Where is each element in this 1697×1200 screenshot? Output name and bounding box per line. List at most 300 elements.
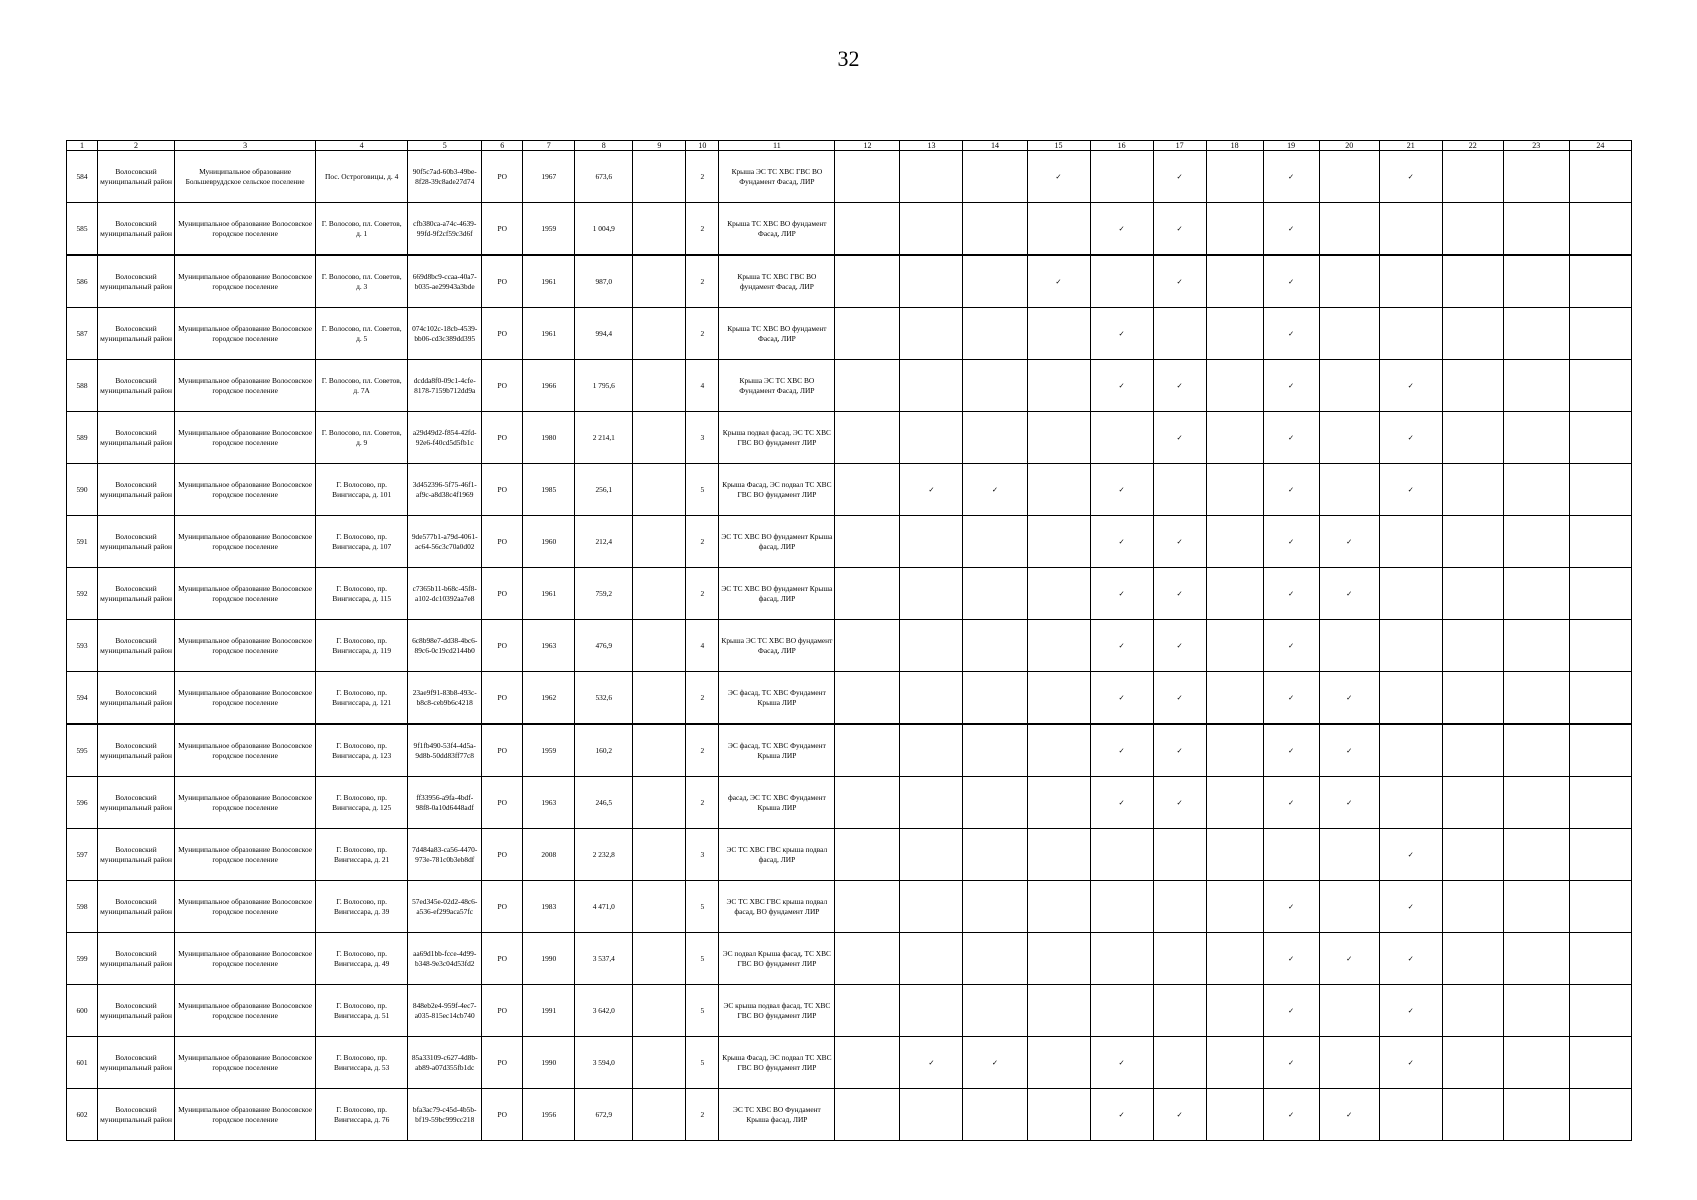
district-cell: Волосовский муниципальный район [98, 203, 175, 256]
guid-cell: bfa3ac79-c45d-4b5b-bf19-59bc999cc218 [408, 1089, 482, 1141]
check-cell-13 [900, 672, 963, 725]
check-cell-13 [900, 777, 963, 829]
check-cell-17: ✓ [1153, 620, 1206, 672]
check-cell-21: ✓ [1379, 360, 1442, 412]
year-cell: 1990 [523, 933, 575, 985]
check-cell-23 [1503, 308, 1569, 360]
check-cell-13 [900, 516, 963, 568]
check-cell-17: ✓ [1153, 255, 1206, 308]
check-cell-20 [1319, 308, 1379, 360]
check-cell-19: ✓ [1263, 255, 1319, 308]
row-number: 585 [67, 203, 98, 256]
column-header: 15 [1027, 141, 1090, 151]
check-cell-15 [1027, 464, 1090, 516]
area-cell: 672,9 [575, 1089, 633, 1141]
check-cell-12 [835, 464, 900, 516]
check-cell-12 [835, 1037, 900, 1089]
check-cell-20 [1319, 203, 1379, 256]
municipality-cell: Муниципальное образование Волосовское городское поселение [175, 360, 316, 412]
year-cell: 1963 [523, 620, 575, 672]
type-cell: РО [482, 151, 523, 203]
district-cell: Волосовский муниципальный район [98, 360, 175, 412]
year-cell: 1980 [523, 412, 575, 464]
type-cell: РО [482, 516, 523, 568]
column-header: 18 [1206, 141, 1263, 151]
check-cell-16: ✓ [1090, 1089, 1153, 1141]
year-cell: 1985 [523, 464, 575, 516]
works-cell: ЭС подвал Крыша фасад, ТС ХВС ГВС ВО фундамент ЛИР [719, 933, 835, 985]
guid-cell: 9f1fb490-53f4-4d5a-9d8b-50dd83ff77c8 [408, 724, 482, 777]
check-cell-12 [835, 985, 900, 1037]
check-cell-23 [1503, 985, 1569, 1037]
check-cell-17 [1153, 933, 1206, 985]
check-cell-18 [1206, 829, 1263, 881]
check-cell-14 [963, 255, 1027, 308]
table-row [67, 412, 1632, 464]
check-cell-13 [900, 203, 963, 256]
table-row [67, 829, 1632, 881]
guid-cell: 9de577b1-a79d-4061-ac64-56c3c70a0d02 [408, 516, 482, 568]
check-cell-14 [963, 151, 1027, 203]
municipality-cell: Муниципальное образование Волосовское городское поселение [175, 881, 316, 933]
works-cell: фасад, ЭС ТС ХВС Фундамент Крыша ЛИР [719, 777, 835, 829]
check-cell-20 [1319, 985, 1379, 1037]
floors-cell: 2 [686, 568, 719, 620]
area-cell: 2 214,1 [575, 412, 633, 464]
check-cell-13 [900, 985, 963, 1037]
address-cell: Г. Волосово, пр. Вингиссара, д. 39 [316, 881, 408, 933]
check-cell-16: ✓ [1090, 724, 1153, 777]
check-cell-21: ✓ [1379, 829, 1442, 881]
check-cell-22 [1442, 412, 1503, 464]
check-cell-17: ✓ [1153, 360, 1206, 412]
check-cell-17: ✓ [1153, 516, 1206, 568]
check-cell-13 [900, 568, 963, 620]
check-cell-23 [1503, 1089, 1569, 1141]
check-cell-14 [963, 360, 1027, 412]
table-row [67, 464, 1632, 516]
check-cell-21 [1379, 255, 1442, 308]
check-cell-12 [835, 724, 900, 777]
check-cell-17: ✓ [1153, 724, 1206, 777]
district-cell: Волосовский муниципальный район [98, 308, 175, 360]
check-cell-12 [835, 672, 900, 725]
municipality-cell: Муниципальное образование Волосовское городское поселение [175, 1089, 316, 1141]
works-cell: ЭС ТС ХВС ГВС крыша подвал фасад, ЛИР [719, 829, 835, 881]
table-row [67, 620, 1632, 672]
table-row [67, 255, 1632, 308]
municipality-cell: Муниципальное образование Волосовское городское поселение [175, 255, 316, 308]
check-cell-16 [1090, 829, 1153, 881]
check-cell-15 [1027, 360, 1090, 412]
address-cell: Г. Волосово, пл. Советов, д. 3 [316, 255, 408, 308]
municipality-cell: Муниципальное образование Волосовское городское поселение [175, 933, 316, 985]
check-cell-12 [835, 933, 900, 985]
guid-cell: ff33956-a9fa-4bdf-98f8-0a10d6448adf [408, 777, 482, 829]
check-cell-13 [900, 412, 963, 464]
type-cell: РО [482, 829, 523, 881]
check-cell-21: ✓ [1379, 412, 1442, 464]
column-header: 3 [175, 141, 316, 151]
check-cell-21: ✓ [1379, 464, 1442, 516]
year-cell: 1961 [523, 568, 575, 620]
check-cell-18 [1206, 203, 1263, 256]
check-cell-18 [1206, 360, 1263, 412]
year-cell: 2008 [523, 829, 575, 881]
check-cell-19: ✓ [1263, 308, 1319, 360]
check-cell-12 [835, 1089, 900, 1141]
year-cell: 1959 [523, 724, 575, 777]
check-cell-22 [1442, 151, 1503, 203]
check-cell-22 [1442, 985, 1503, 1037]
table-row [67, 933, 1632, 985]
check-cell-13: ✓ [900, 464, 963, 516]
check-cell-23 [1503, 255, 1569, 308]
municipality-cell: Муниципальное образование Волосовское городское поселение [175, 1037, 316, 1089]
address-cell: Г. Волосово, пл. Советов, д. 1 [316, 203, 408, 256]
year-cell: 1991 [523, 985, 575, 1037]
address-cell: Г. Волосово, пл. Советов, д. 7А [316, 360, 408, 412]
check-cell-20 [1319, 360, 1379, 412]
check-cell-21 [1379, 308, 1442, 360]
address-cell: Г. Волосово, пр. Вингиссара, д. 107 [316, 516, 408, 568]
column-header: 1 [67, 141, 98, 151]
guid-cell: 848eb2e4-959f-4ec7-a035-815ec14cb740 [408, 985, 482, 1037]
row-number: 597 [67, 829, 98, 881]
works-cell: Крыша ЭС ТС ХВС ГВС ВО Фундамент Фасад, ЛИР [719, 151, 835, 203]
year-cell: 1967 [523, 151, 575, 203]
col9-cell [633, 933, 686, 985]
column-header: 2 [98, 141, 175, 151]
check-cell-19: ✓ [1263, 203, 1319, 256]
check-cell-23 [1503, 568, 1569, 620]
check-cell-14 [963, 568, 1027, 620]
floors-cell: 5 [686, 933, 719, 985]
row-number: 590 [67, 464, 98, 516]
check-cell-19: ✓ [1263, 412, 1319, 464]
check-cell-16 [1090, 933, 1153, 985]
check-cell-21 [1379, 516, 1442, 568]
area-cell: 246,5 [575, 777, 633, 829]
check-cell-19: ✓ [1263, 1089, 1319, 1141]
col9-cell [633, 985, 686, 1037]
check-cell-22 [1442, 308, 1503, 360]
works-cell: ЭС ТС ХВС ВО фундамент Крыша фасад, ЛИР [719, 568, 835, 620]
check-cell-15 [1027, 308, 1090, 360]
district-cell: Волосовский муниципальный район [98, 1037, 175, 1089]
check-cell-13 [900, 933, 963, 985]
check-cell-21 [1379, 203, 1442, 256]
check-cell-14 [963, 881, 1027, 933]
check-cell-12 [835, 412, 900, 464]
check-cell-15 [1027, 412, 1090, 464]
row-number: 599 [67, 933, 98, 985]
check-cell-15 [1027, 881, 1090, 933]
check-cell-15 [1027, 724, 1090, 777]
check-cell-17 [1153, 985, 1206, 1037]
type-cell: РО [482, 777, 523, 829]
year-cell: 1963 [523, 777, 575, 829]
address-cell: Г. Волосово, пр. Вингиссара, д. 125 [316, 777, 408, 829]
column-header: 4 [316, 141, 408, 151]
works-cell: ЭС крыша подвал фасад, ТС ХВС ГВС ВО фундамент ЛИР [719, 985, 835, 1037]
column-header: 17 [1153, 141, 1206, 151]
check-cell-20 [1319, 881, 1379, 933]
column-header: 7 [523, 141, 575, 151]
col9-cell [633, 672, 686, 725]
check-cell-16: ✓ [1090, 1037, 1153, 1089]
type-cell: РО [482, 672, 523, 725]
works-cell: Крыша подвал фасад, ЭС ТС ХВС ГВС ВО фундамент ЛИР [719, 412, 835, 464]
check-cell-19: ✓ [1263, 777, 1319, 829]
check-cell-21 [1379, 1089, 1442, 1141]
row-number: 598 [67, 881, 98, 933]
district-cell: Волосовский муниципальный район [98, 255, 175, 308]
row-number: 595 [67, 724, 98, 777]
check-cell-12 [835, 620, 900, 672]
check-cell-21: ✓ [1379, 151, 1442, 203]
column-header: 12 [835, 141, 900, 151]
check-cell-24 [1569, 724, 1631, 777]
year-cell: 1961 [523, 308, 575, 360]
district-cell: Волосовский муниципальный район [98, 881, 175, 933]
district-cell: Волосовский муниципальный район [98, 151, 175, 203]
check-cell-13 [900, 1089, 963, 1141]
municipality-cell: Муниципальное образование Волосовское городское поселение [175, 568, 316, 620]
table-row [67, 1089, 1632, 1141]
table-row [67, 724, 1632, 777]
check-cell-20 [1319, 829, 1379, 881]
check-cell-20 [1319, 255, 1379, 308]
area-cell: 673,6 [575, 151, 633, 203]
check-cell-14 [963, 829, 1027, 881]
check-cell-14 [963, 1089, 1027, 1141]
column-header: 23 [1503, 141, 1569, 151]
table-row [67, 672, 1632, 725]
check-cell-16: ✓ [1090, 203, 1153, 256]
col9-cell [633, 829, 686, 881]
check-cell-13 [900, 620, 963, 672]
check-cell-17: ✓ [1153, 151, 1206, 203]
check-cell-16: ✓ [1090, 568, 1153, 620]
area-cell: 532,6 [575, 672, 633, 725]
check-cell-14 [963, 933, 1027, 985]
check-cell-19: ✓ [1263, 881, 1319, 933]
check-cell-14 [963, 777, 1027, 829]
check-cell-22 [1442, 933, 1503, 985]
check-cell-18 [1206, 516, 1263, 568]
floors-cell: 2 [686, 308, 719, 360]
col9-cell [633, 1089, 686, 1141]
check-cell-14: ✓ [963, 464, 1027, 516]
check-cell-18 [1206, 255, 1263, 308]
address-cell: Г. Волосово, пр. Вингиссара, д. 115 [316, 568, 408, 620]
row-number: 596 [67, 777, 98, 829]
row-number: 584 [67, 151, 98, 203]
area-cell: 1 004,9 [575, 203, 633, 256]
check-cell-19: ✓ [1263, 672, 1319, 725]
col9-cell [633, 620, 686, 672]
check-cell-18 [1206, 1089, 1263, 1141]
check-cell-14: ✓ [963, 1037, 1027, 1089]
check-cell-19: ✓ [1263, 1037, 1319, 1089]
type-cell: РО [482, 308, 523, 360]
column-header: 10 [686, 141, 719, 151]
column-header: 16 [1090, 141, 1153, 151]
check-cell-19: ✓ [1263, 568, 1319, 620]
check-cell-15: ✓ [1027, 151, 1090, 203]
type-cell: РО [482, 412, 523, 464]
check-cell-22 [1442, 672, 1503, 725]
guid-cell: 85a33109-c627-4d8b-ab89-a07d355fb1dc [408, 1037, 482, 1089]
check-cell-12 [835, 881, 900, 933]
check-cell-21: ✓ [1379, 881, 1442, 933]
check-cell-24 [1569, 829, 1631, 881]
check-cell-17 [1153, 829, 1206, 881]
works-cell: Крыша ТС ХВС ВО фундамент Фасад, ЛИР [719, 308, 835, 360]
check-cell-24 [1569, 203, 1631, 256]
check-cell-15 [1027, 1089, 1090, 1141]
type-cell: РО [482, 620, 523, 672]
check-cell-18 [1206, 1037, 1263, 1089]
check-cell-23 [1503, 151, 1569, 203]
type-cell: РО [482, 568, 523, 620]
check-cell-14 [963, 985, 1027, 1037]
floors-cell: 2 [686, 151, 719, 203]
floors-cell: 2 [686, 1089, 719, 1141]
col9-cell [633, 516, 686, 568]
check-cell-14 [963, 412, 1027, 464]
guid-cell: a29d49d2-f854-42fd-92e6-f40cd5d5fb1c [408, 412, 482, 464]
check-cell-17: ✓ [1153, 1089, 1206, 1141]
check-cell-18 [1206, 620, 1263, 672]
row-number: 591 [67, 516, 98, 568]
municipality-cell: Муниципальное образование Волосовское городское поселение [175, 412, 316, 464]
check-cell-18 [1206, 881, 1263, 933]
municipality-cell: Муниципальное образование Волосовское городское поселение [175, 724, 316, 777]
check-cell-24 [1569, 777, 1631, 829]
check-cell-18 [1206, 151, 1263, 203]
guid-cell: 6c8b98e7-dd38-4bc6-89c6-0c19cd2144b0 [408, 620, 482, 672]
check-cell-23 [1503, 724, 1569, 777]
check-cell-22 [1442, 724, 1503, 777]
check-cell-23 [1503, 829, 1569, 881]
check-cell-20 [1319, 1037, 1379, 1089]
district-cell: Волосовский муниципальный район [98, 672, 175, 725]
year-cell: 1956 [523, 1089, 575, 1141]
row-number: 593 [67, 620, 98, 672]
col9-cell [633, 568, 686, 620]
district-cell: Волосовский муниципальный район [98, 516, 175, 568]
check-cell-18 [1206, 724, 1263, 777]
address-cell: Г. Волосово, пр. Вингиссара, д. 49 [316, 933, 408, 985]
works-cell: Крыша ТС ХВС ВО фундамент Фасад, ЛИР [719, 203, 835, 256]
check-cell-13 [900, 255, 963, 308]
check-cell-17: ✓ [1153, 777, 1206, 829]
municipality-cell: Муниципальное образование Большевруддское сельское поселение [175, 151, 316, 203]
check-cell-15 [1027, 1037, 1090, 1089]
district-cell: Волосовский муниципальный район [98, 724, 175, 777]
guid-cell: cfb380ca-a74c-4639-99fd-9f2cf59c3d6f [408, 203, 482, 256]
col9-cell [633, 1037, 686, 1089]
type-cell: РО [482, 464, 523, 516]
floors-cell: 3 [686, 829, 719, 881]
area-cell: 994,4 [575, 308, 633, 360]
district-cell: Волосовский муниципальный район [98, 568, 175, 620]
type-cell: РО [482, 255, 523, 308]
check-cell-12 [835, 151, 900, 203]
check-cell-14 [963, 672, 1027, 725]
address-cell: Г. Волосово, пр. Вингиссара, д. 121 [316, 672, 408, 725]
address-cell: Г. Волосово, пл. Советов, д. 9 [316, 412, 408, 464]
floors-cell: 5 [686, 1037, 719, 1089]
check-cell-22 [1442, 568, 1503, 620]
address-cell: Г. Волосово, пр. Вингиссара, д. 53 [316, 1037, 408, 1089]
address-cell: Г. Волосово, пр. Вингиссара, д. 51 [316, 985, 408, 1037]
check-cell-14 [963, 620, 1027, 672]
check-cell-16: ✓ [1090, 516, 1153, 568]
check-cell-20: ✓ [1319, 516, 1379, 568]
address-cell: Пос. Остроговицы, д. 4 [316, 151, 408, 203]
check-cell-23 [1503, 881, 1569, 933]
check-cell-15 [1027, 829, 1090, 881]
column-header: 20 [1319, 141, 1379, 151]
works-cell: ЭС фасад, ТС ХВС Фундамент Крыша ЛИР [719, 672, 835, 725]
check-cell-20: ✓ [1319, 777, 1379, 829]
area-cell: 987,0 [575, 255, 633, 308]
check-cell-24 [1569, 360, 1631, 412]
column-header: 21 [1379, 141, 1442, 151]
row-number: 589 [67, 412, 98, 464]
page-number: 32 [837, 46, 860, 71]
district-cell: Волосовский муниципальный район [98, 1089, 175, 1141]
check-cell-12 [835, 255, 900, 308]
check-cell-21: ✓ [1379, 1037, 1442, 1089]
floors-cell: 2 [686, 724, 719, 777]
check-cell-24 [1569, 985, 1631, 1037]
check-cell-17: ✓ [1153, 203, 1206, 256]
row-number: 594 [67, 672, 98, 725]
municipality-cell: Муниципальное образование Волосовское городское поселение [175, 308, 316, 360]
check-cell-18 [1206, 933, 1263, 985]
type-cell: РО [482, 360, 523, 412]
check-cell-16: ✓ [1090, 777, 1153, 829]
check-cell-24 [1569, 308, 1631, 360]
guid-cell: 669d8bc9-ccaa-40a7-b035-ae29943a3bde [408, 255, 482, 308]
year-cell: 1983 [523, 881, 575, 933]
check-cell-23 [1503, 464, 1569, 516]
check-cell-22 [1442, 829, 1503, 881]
check-cell-24 [1569, 620, 1631, 672]
guid-cell: 3d452396-5f75-46f1-af9c-a8d38c4f1969 [408, 464, 482, 516]
check-cell-23 [1503, 777, 1569, 829]
table-row [67, 516, 1632, 568]
check-cell-12 [835, 308, 900, 360]
header-row [67, 141, 1632, 151]
row-number: 600 [67, 985, 98, 1037]
check-cell-15 [1027, 933, 1090, 985]
municipality-cell: Муниципальное образование Волосовское городское поселение [175, 985, 316, 1037]
check-cell-19 [1263, 829, 1319, 881]
col9-cell [633, 412, 686, 464]
check-cell-12 [835, 516, 900, 568]
area-cell: 212,4 [575, 516, 633, 568]
check-cell-15 [1027, 203, 1090, 256]
table-row [67, 777, 1632, 829]
check-cell-24 [1569, 933, 1631, 985]
guid-cell: 57ed345e-02d2-48c6-a536-ef299aca57fc [408, 881, 482, 933]
check-cell-15 [1027, 620, 1090, 672]
